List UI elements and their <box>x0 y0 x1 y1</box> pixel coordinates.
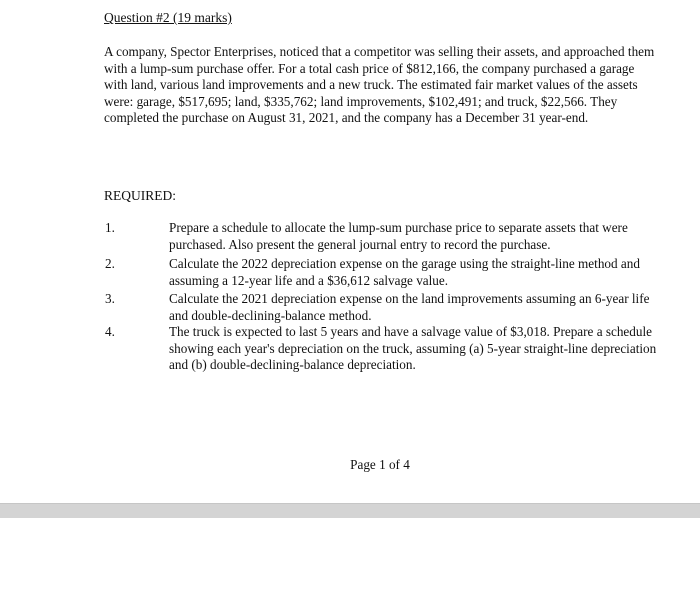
question-line: showing each year's depreciation on the truck, assuming (a) 5-year straight-line depreciation <box>169 340 657 356</box>
page-separator <box>0 503 700 519</box>
question-line: and (b) double-declining-balance depreciation. <box>169 357 416 373</box>
question-line: Calculate the 2022 depreciation expense on the garage using the straight-line method and <box>169 256 640 271</box>
question-title: Question #2 (19 marks) <box>104 10 232 25</box>
intro-paragraph <box>104 44 700 127</box>
question-number: 2. <box>105 256 115 271</box>
question-line: assuming a 12-year life and a $36,612 salvage value. <box>169 272 449 288</box>
intro-line: with a lump-sum purchase offer. For a total cash price of $812,166, the company purchased a garage <box>104 60 635 76</box>
intro-line: were: garage, $517,695; land, $335,762; land improvements, $102,491; and truck, $22,566. They <box>104 93 618 109</box>
page-number: Page 1 of 4 <box>350 457 410 472</box>
intro-line: A company, Spector Enterprises, noticed that a competitor was selling their assets, and approached them <box>104 44 655 59</box>
intro-line: with land, various land improvements and a new truck. The estimated fair market values of the assets <box>104 77 638 93</box>
question-text <box>169 220 700 253</box>
question-text <box>169 256 700 289</box>
question-text <box>169 291 700 324</box>
question-line: Prepare a schedule to allocate the lump-sum purchase price to separate assets that were <box>169 220 628 235</box>
viewer-background <box>0 518 700 597</box>
question-line: and double-declining-balance method. <box>169 307 372 323</box>
question-number: 1. <box>105 220 115 235</box>
question-text <box>169 324 700 374</box>
question-line: Calculate the 2021 depreciation expense on the land improvements assuming an 6-year life <box>169 291 650 306</box>
question-line: The truck is expected to last 5 years and have a salvage value of $3,018. Prepare a schedule <box>169 324 652 339</box>
question-number: 4. <box>105 324 115 339</box>
question-number: 3. <box>105 291 115 306</box>
question-line: purchased. Also present the general journal entry to record the purchase. <box>169 236 551 252</box>
intro-line: completed the purchase on August 31, 2021, and the company has a December 31 year-end. <box>104 110 589 126</box>
required-heading: REQUIRED: <box>104 188 176 203</box>
